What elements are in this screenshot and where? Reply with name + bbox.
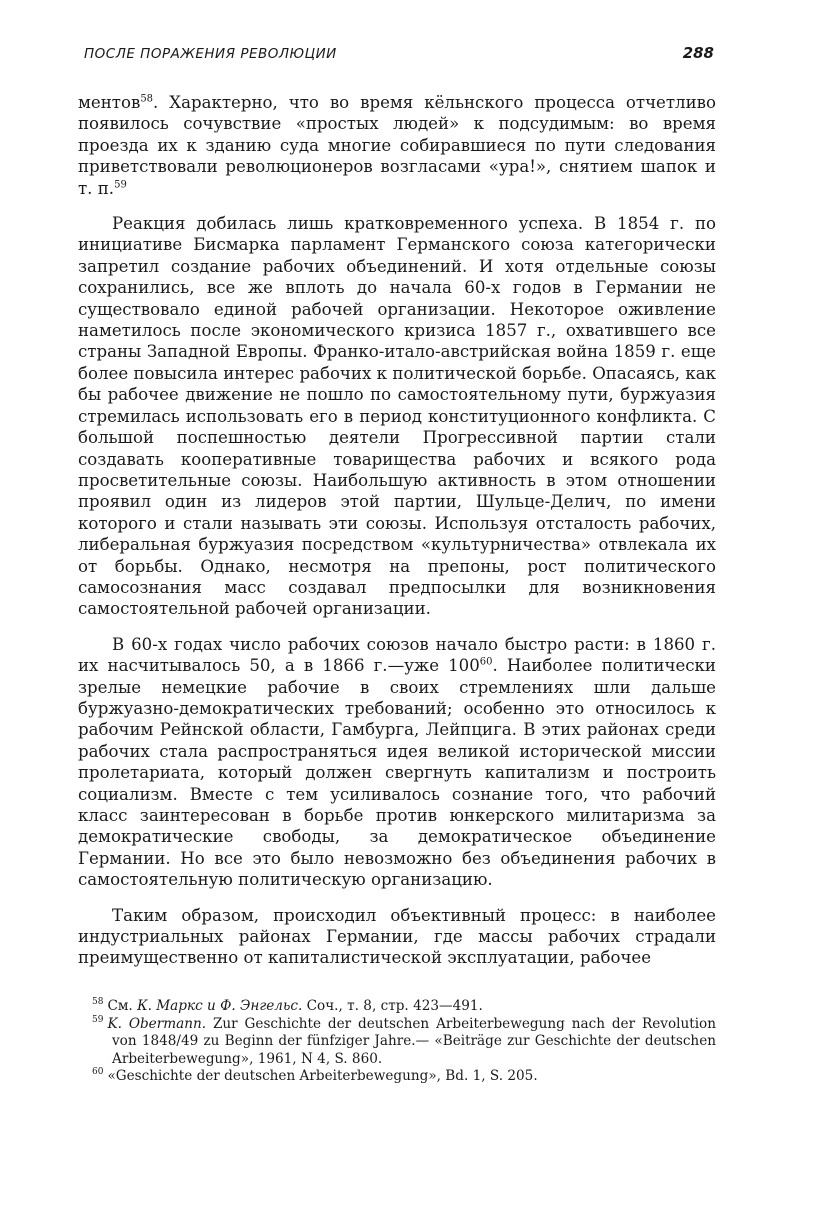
text-run: Таким образом, происходил объективный процесс: в наиболее индустриальных районах Германии, где массы рабочих страдали преимущественно от капиталистической эксплуатации, рабочее [78, 905, 716, 968]
footnote-number: 60 [92, 1067, 104, 1078]
main-text [78, 92, 716, 969]
paragraph [78, 213, 716, 620]
paragraph [78, 634, 716, 891]
footnote-text: См. [107, 998, 138, 1014]
running-title: ПОСЛЕ ПОРАЖЕНИЯ РЕВОЛЮЦИИ [84, 46, 337, 62]
page-number: 288 [682, 44, 714, 62]
text-run: . Наиболее политически зрелые немецкие рабочие в своих стремлениях шли дальше буржуазно-демократических требований; особенно это относилось к рабочим Рейнской области, Гамбурга, Лейпцига. В этих районах среди рабочих стала распространяться идея великой исторической миссии пролетариата, который должен свергнуть капитализм и построить социализм. Вместе с тем усиливалось сознание того, что рабочий класс заинтересован в борьбе против юнкерского милитаризма за демократические свободы, за демократическое объединение Германии. Но все это было невозможно без объединения рабочих в самостоятельную политическую организацию. [78, 656, 716, 890]
footnote-ref: 58 [140, 93, 154, 105]
footnotes [78, 998, 716, 1086]
text-run: В 60-х годах число рабочих союзов начало быстро расти: в 1860 г. их насчитывалось 50, а в 1866 г.—уже 100 [78, 634, 716, 676]
footnote-author: K. Obermann. [107, 1015, 207, 1032]
footnote-author: К. Маркс и Ф. Энгельс. [137, 998, 303, 1014]
footnote [78, 1068, 716, 1086]
text-run: Реакция добилась лишь кратковременного успеха. В 1854 г. по инициативе Бисмарка парламент Германского союза категорически запретил создание рабочих объединений. И хотя отдельные союзы сохранились, все же вплоть до начала 60-х годов в Германии не существовало единой рабочей организации. Некоторое оживление наметилось после экономического кризиса 1857 г., охватившего все страны Западной Европы. Франко-итало-австрийская война 1859 г. еще более повысила интерес рабочих к политической борьбе. Опасаясь, как бы рабочее движение не пошло по самостоятельному пути, буржуазия стремилась использовать его в период конституционного конфликта. С большой поспешностью деятели Прогрессивной партии стали создавать кооперативные товарищества рабочих и всякого рода просветительные союзы. Наибольшую активность в этом отношении проявил один из лидеров этой партии, Шульце-Делич, по имени которого и стали называть эти союзы. Используя отсталость рабочих, либеральная буржуазия посредством «культурничества» отвлекала их от борьбы. Однако, несмотря на препоны, рост политического самосознания масс создавал предпосылки для возникновения самостоятельной рабочей организации. [78, 214, 716, 619]
paragraph [78, 92, 716, 199]
footnote-ref: 60 [479, 656, 493, 668]
paragraph [78, 905, 716, 969]
footnote-number: 59 [92, 1014, 104, 1025]
footnote-text: Zur Geschichte der deutschen Arbeiterbewegung nach der Revolution von 1848/49 zu Beginn der fünfziger Jahre.— «Beiträge zur Geschichte der deutschen Arbeiterbewegung», 1961, N 4, S. 860. [112, 1015, 716, 1067]
text-run: ментов [78, 93, 141, 112]
footnote-ref: 59 [114, 179, 127, 191]
footnote [78, 998, 716, 1016]
footnote-text: «Geschichte der deutschen Arbeiterbewegung», Bd. 1, S. 205. [107, 1068, 538, 1084]
text-run: . Характерно, что во время кёльнского процесса отчетливо появилось сочувствие «простых людей» к подсудимым: во время проезда их к зданию суда многие собиравшиеся по пути следования приветствовали революционеров возгласами «ура!», снятием шапок и т. п. [78, 93, 716, 198]
footnote-text: Соч., т. 8, стр. 423—491. [302, 998, 483, 1014]
page-header [84, 44, 714, 62]
footnote-number: 58 [92, 997, 104, 1008]
footnote [78, 1016, 716, 1069]
